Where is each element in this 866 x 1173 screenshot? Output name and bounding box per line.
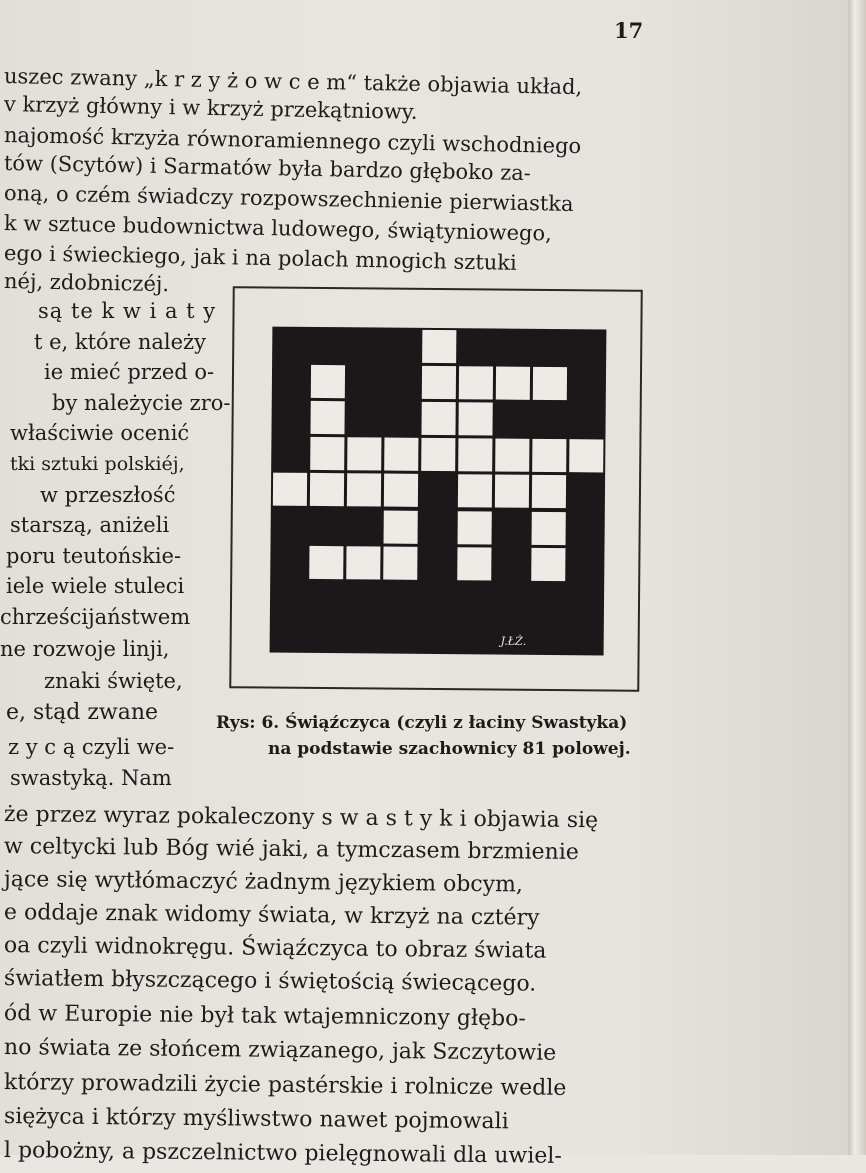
board-white-square	[458, 475, 492, 508]
board-white-square	[310, 437, 344, 470]
text-line: e oddaje znak widomy świata, w krzyż na cztéry	[3, 900, 540, 931]
text-line: k w sztuce budownictwa ludowego, świątyniowego,	[3, 211, 553, 246]
text-line: tów (Scytów) i Sarmatów była bardzo głęboko za-	[3, 151, 532, 186]
text-line: z y c ą czyli we-	[8, 735, 175, 759]
text-line: w przeszłość	[40, 483, 176, 507]
board-white-square	[309, 546, 343, 579]
text-line: ie mieć przed o-	[44, 360, 215, 384]
text-line: którzy prowadzili życie pastérskie i rolnicze wedle	[3, 1070, 567, 1101]
text-line: uszec zwany „k r z y ż o w c e m“ także objawia układ,	[3, 64, 583, 100]
text-line: siężyca i którzy myśliwstwo nawet pojmowali	[3, 1104, 509, 1135]
text-line: światłem błyszczącego i świętością świecącego.	[3, 966, 537, 997]
board-white-square	[533, 367, 567, 400]
board-white-square	[457, 547, 491, 580]
board-white-square	[459, 366, 493, 399]
text-line: v krzyż główny i w krzyż przekątniowy.	[3, 92, 418, 124]
board-white-square	[458, 438, 492, 471]
board-white-square	[309, 473, 343, 506]
board-white-square	[421, 438, 455, 471]
text-line: t e, które należy	[34, 330, 206, 354]
board-white-square	[421, 402, 455, 435]
board-white-square	[532, 439, 566, 472]
board-white-square	[422, 366, 456, 399]
artist-signature: J.ŁŻ.	[500, 634, 527, 648]
text-line: jące się wytłómaczyć żadnym językiem obcym,	[3, 867, 524, 898]
board-white-square	[531, 548, 565, 581]
board-white-square	[495, 475, 529, 508]
swastika-figure	[229, 286, 642, 692]
board-white-square	[496, 366, 530, 399]
text-line: znaki święte,	[44, 669, 183, 693]
book-spine-edge	[848, 0, 866, 1155]
text-line: chrześcijaństwem	[0, 605, 191, 629]
text-line: ego i świeckiego, jak i na polach mnogich sztuki	[3, 241, 517, 275]
text-line: są te k w i a t y	[38, 299, 217, 323]
figure-caption-line-2: na podstawie szachownicy 81 polowej.	[268, 739, 631, 759]
text-line: że przez wyraz pokaleczony s w a s t y k i objawia się	[3, 802, 599, 834]
text-line: oną, o czém świadczy rozpowszechnienie pierwiastka	[3, 181, 574, 216]
text-line: starszą, aniżeli	[10, 513, 170, 537]
board-white-square	[458, 511, 492, 544]
text-line: néj, zdobniczéj.	[3, 269, 170, 297]
board-white-square	[570, 439, 604, 472]
text-line: ne rozwoje linji,	[0, 637, 170, 661]
board-white-square	[532, 511, 566, 544]
text-line: ód w Europie nie był tak wtajemniczony głębo-	[3, 1001, 526, 1032]
board-white-square	[383, 546, 417, 579]
board-white-square	[495, 439, 529, 472]
page-number: 17	[614, 18, 644, 43]
board-white-square	[347, 437, 381, 470]
chessboard-81-field-diagram	[270, 327, 607, 656]
board-white-square	[272, 473, 306, 506]
text-line: właściwie ocenić	[10, 421, 190, 445]
text-line: l pobożny, a pszczelnictwo pielęgnowali dla uwiel-	[3, 1138, 562, 1169]
text-line: tki sztuki polskiéj,	[10, 453, 185, 475]
text-line: e, stąd zwane	[6, 700, 159, 725]
text-line: by należycie zro-	[52, 391, 231, 415]
board-white-square	[532, 475, 566, 508]
text-line: najomość krzyża równoramiennego czyli wschodniego	[3, 123, 582, 159]
text-line: no świata ze słońcem związanego, jak Szczytowie	[3, 1035, 557, 1066]
board-white-square	[383, 510, 417, 543]
figure-caption-line-1: Rys: 6. Świąźczyca (czyli z łaciny Swastyka)	[216, 713, 628, 733]
board-white-square	[384, 474, 418, 507]
board-white-square	[310, 365, 344, 398]
board-white-square	[346, 546, 380, 579]
text-line: iele wiele stuleci	[6, 574, 185, 598]
text-line: swastyką. Nam	[10, 766, 172, 790]
board-white-square	[347, 474, 381, 507]
board-white-square	[459, 402, 493, 435]
board-white-square	[310, 401, 344, 434]
text-line: poru teutońskie-	[6, 544, 182, 568]
text-line: w celtycki lub Bóg wié jaki, a tymczasem brzmienie	[3, 834, 579, 866]
board-white-square	[422, 329, 456, 362]
board-white-square	[384, 438, 418, 471]
text-line: oa czyli widnokręgu. Świąźczyca to obraz świata	[3, 933, 547, 964]
